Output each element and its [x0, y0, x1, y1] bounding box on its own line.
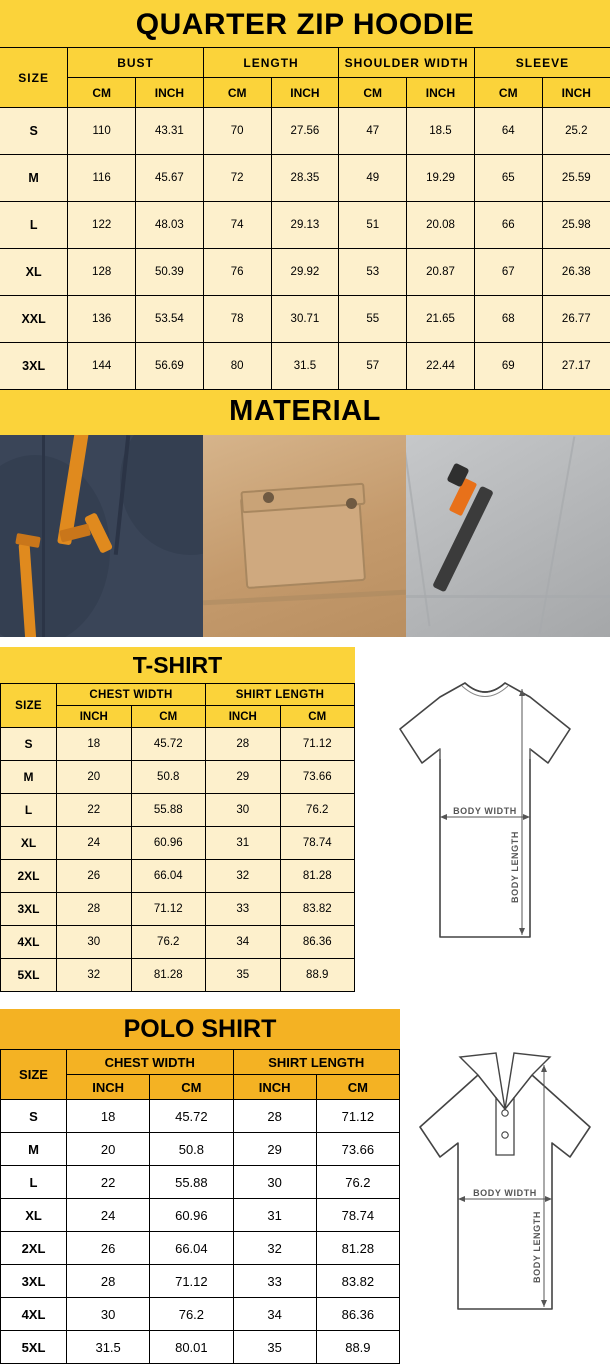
cell: 50.8 — [150, 1133, 233, 1166]
cell: 20 — [67, 1133, 150, 1166]
unit-chest-cm: CM — [131, 706, 206, 728]
row-size: L — [0, 202, 68, 249]
row-size: 5XL — [1, 959, 57, 992]
body-width-label: BODY WIDTH — [453, 805, 517, 816]
unit-length-inch: INCH — [271, 78, 339, 108]
cell: 71.12 — [150, 1265, 233, 1298]
row-size: 4XL — [1, 926, 57, 959]
cell: 78 — [203, 296, 271, 343]
unit-length-cm: CM — [280, 706, 355, 728]
table-row — [1, 959, 355, 992]
unit-chest-inch: INCH — [57, 706, 132, 728]
cell: 55.88 — [150, 1166, 233, 1199]
row-size: L — [1, 1166, 67, 1199]
cell: 32 — [57, 959, 132, 992]
table-row — [1, 860, 355, 893]
cell: 122 — [68, 202, 136, 249]
unit-length-inch: INCH — [206, 706, 281, 728]
polo-size-table — [0, 1049, 400, 1364]
unit-sleeve-inch: INCH — [542, 78, 610, 108]
cell: 29 — [233, 1133, 316, 1166]
table-row — [0, 249, 610, 296]
cell: 71.12 — [280, 728, 355, 761]
hoodie-section-title: QUARTER ZIP HOODIE — [0, 0, 610, 47]
cell: 66.04 — [150, 1232, 233, 1265]
row-size: XL — [1, 827, 57, 860]
cell: 72 — [203, 155, 271, 202]
cell: 18.5 — [407, 108, 475, 155]
cell: 80 — [203, 343, 271, 390]
cell: 66.04 — [131, 860, 206, 893]
body-length-label: BODY LENGTH — [532, 1210, 542, 1283]
table-row — [1, 1265, 400, 1298]
cell: 31.5 — [271, 343, 339, 390]
cell: 25.2 — [542, 108, 610, 155]
tshirt-section — [0, 647, 610, 995]
row-size: M — [0, 155, 68, 202]
cell: 20.87 — [407, 249, 475, 296]
tshirt-size-table — [0, 683, 355, 992]
cell: 20 — [57, 761, 132, 794]
cell: 116 — [68, 155, 136, 202]
row-size: 3XL — [0, 343, 68, 390]
row-size: S — [0, 108, 68, 155]
cell: 34 — [206, 926, 281, 959]
cell: 45.72 — [131, 728, 206, 761]
row-size: M — [1, 1133, 67, 1166]
table-row — [0, 155, 610, 202]
row-size: L — [1, 794, 57, 827]
cell: 49 — [339, 155, 407, 202]
table-unit-row — [0, 78, 610, 108]
polo-diagram — [400, 1051, 610, 1341]
material-section-title: MATERIAL — [0, 390, 610, 435]
unit-shoulder-cm: CM — [339, 78, 407, 108]
cell: 88.9 — [316, 1331, 399, 1364]
cell: 76.2 — [280, 794, 355, 827]
row-size: XL — [1, 1199, 67, 1232]
unit-chest-inch: INCH — [67, 1075, 150, 1100]
table-row — [0, 108, 610, 155]
row-size: 4XL — [1, 1298, 67, 1331]
cell: 76.2 — [131, 926, 206, 959]
polo-section — [0, 1009, 610, 1355]
cell: 22 — [57, 794, 132, 827]
cell: 30 — [67, 1298, 150, 1331]
cell: 81.28 — [280, 860, 355, 893]
cell: 25.98 — [542, 202, 610, 249]
cell: 60.96 — [150, 1199, 233, 1232]
cell: 74 — [203, 202, 271, 249]
cell: 33 — [233, 1265, 316, 1298]
cell: 47 — [339, 108, 407, 155]
cell: 35 — [233, 1331, 316, 1364]
cell: 55.88 — [131, 794, 206, 827]
cell: 21.65 — [407, 296, 475, 343]
cell: 26.38 — [542, 249, 610, 296]
header-shirt-length: SHIRT LENGTH — [233, 1050, 400, 1075]
cell: 30 — [206, 794, 281, 827]
cell: 57 — [339, 343, 407, 390]
cell: 29.13 — [271, 202, 339, 249]
table-row — [1, 1199, 400, 1232]
cell: 29 — [206, 761, 281, 794]
body-length-label: BODY LENGTH — [510, 830, 520, 903]
unit-bust-cm: CM — [68, 78, 136, 108]
header-length: LENGTH — [203, 48, 339, 78]
cell: 60.96 — [131, 827, 206, 860]
row-size: S — [1, 728, 57, 761]
cell: 70 — [203, 108, 271, 155]
header-chest-width: CHEST WIDTH — [67, 1050, 234, 1075]
cell: 32 — [233, 1232, 316, 1265]
cell: 88.9 — [280, 959, 355, 992]
cell: 27.17 — [542, 343, 610, 390]
cell: 20.08 — [407, 202, 475, 249]
unit-shoulder-inch: INCH — [407, 78, 475, 108]
table-row — [0, 202, 610, 249]
cell: 76.2 — [316, 1166, 399, 1199]
cell: 30.71 — [271, 296, 339, 343]
cell: 73.66 — [316, 1133, 399, 1166]
cell: 56.69 — [136, 343, 204, 390]
cell: 28 — [57, 893, 132, 926]
cell: 33 — [206, 893, 281, 926]
header-size: SIZE — [1, 684, 57, 728]
cell: 31.5 — [67, 1331, 150, 1364]
cell: 51 — [339, 202, 407, 249]
cell: 53 — [339, 249, 407, 296]
unit-length-cm: CM — [316, 1075, 399, 1100]
cell: 31 — [233, 1199, 316, 1232]
cell: 50.8 — [131, 761, 206, 794]
cell: 19.29 — [407, 155, 475, 202]
table-header-row — [1, 1050, 400, 1075]
cell: 71.12 — [131, 893, 206, 926]
cell: 83.82 — [280, 893, 355, 926]
tshirt-diagram — [370, 667, 600, 977]
row-size: XXL — [0, 296, 68, 343]
header-shoulder-width: SHOULDER WIDTH — [339, 48, 475, 78]
cell: 18 — [57, 728, 132, 761]
table-row — [1, 761, 355, 794]
material-photo-row — [0, 435, 610, 637]
cell: 81.28 — [131, 959, 206, 992]
header-sleeve: SLEEVE — [474, 48, 610, 78]
cell: 28 — [233, 1100, 316, 1133]
cell: 35 — [206, 959, 281, 992]
cell: 26 — [57, 860, 132, 893]
cell: 66 — [474, 202, 542, 249]
cell: 76 — [203, 249, 271, 296]
spacer — [0, 995, 610, 1009]
navy-hoodie-drawstring-photo — [0, 435, 203, 637]
cell: 78.74 — [280, 827, 355, 860]
tan-sleeve-pocket-photo — [203, 435, 406, 637]
spacer — [0, 637, 610, 647]
cell: 81.28 — [316, 1232, 399, 1265]
unit-length-inch: INCH — [233, 1075, 316, 1100]
table-row — [1, 1100, 400, 1133]
cell: 78.74 — [316, 1199, 399, 1232]
table-row — [1, 926, 355, 959]
cell: 28.35 — [271, 155, 339, 202]
cell: 73.66 — [280, 761, 355, 794]
header-shirt-length: SHIRT LENGTH — [206, 684, 355, 706]
row-size: 5XL — [1, 1331, 67, 1364]
table-row — [1, 1298, 400, 1331]
tshirt-section-title: T-SHIRT — [0, 647, 355, 683]
body-width-label: BODY WIDTH — [473, 1187, 537, 1198]
cell: 136 — [68, 296, 136, 343]
table-row — [0, 343, 610, 390]
cell: 67 — [474, 249, 542, 296]
unit-sleeve-cm: CM — [474, 78, 542, 108]
cell: 68 — [474, 296, 542, 343]
cell: 26 — [67, 1232, 150, 1265]
row-size: 3XL — [1, 1265, 67, 1298]
cell: 24 — [57, 827, 132, 860]
grey-fleece-pen-photo — [406, 435, 610, 637]
cell: 69 — [474, 343, 542, 390]
cell: 71.12 — [316, 1100, 399, 1133]
cell: 24 — [67, 1199, 150, 1232]
unit-chest-cm: CM — [150, 1075, 233, 1100]
unit-length-cm: CM — [203, 78, 271, 108]
table-row — [1, 1232, 400, 1265]
cell: 22.44 — [407, 343, 475, 390]
row-size: 2XL — [1, 1232, 67, 1265]
cell: 27.56 — [271, 108, 339, 155]
cell: 30 — [57, 926, 132, 959]
cell: 80.01 — [150, 1331, 233, 1364]
row-size: S — [1, 1100, 67, 1133]
cell: 86.36 — [316, 1298, 399, 1331]
header-size: SIZE — [0, 48, 68, 108]
cell: 45.72 — [150, 1100, 233, 1133]
hoodie-size-table — [0, 47, 610, 390]
cell: 43.31 — [136, 108, 204, 155]
cell: 50.39 — [136, 249, 204, 296]
cell: 28 — [67, 1265, 150, 1298]
header-size: SIZE — [1, 1050, 67, 1100]
cell: 48.03 — [136, 202, 204, 249]
header-chest-width: CHEST WIDTH — [57, 684, 206, 706]
header-bust: BUST — [68, 48, 204, 78]
table-row — [1, 1331, 400, 1364]
table-row — [1, 728, 355, 761]
cell: 25.59 — [542, 155, 610, 202]
cell: 86.36 — [280, 926, 355, 959]
table-row — [1, 893, 355, 926]
cell: 45.67 — [136, 155, 204, 202]
cell: 28 — [206, 728, 281, 761]
cell: 110 — [68, 108, 136, 155]
cell: 83.82 — [316, 1265, 399, 1298]
cell: 144 — [68, 343, 136, 390]
cell: 64 — [474, 108, 542, 155]
table-row — [1, 794, 355, 827]
table-row — [1, 1133, 400, 1166]
row-size: 2XL — [1, 860, 57, 893]
cell: 128 — [68, 249, 136, 296]
cell: 31 — [206, 827, 281, 860]
cell: 30 — [233, 1166, 316, 1199]
cell: 65 — [474, 155, 542, 202]
cell: 18 — [67, 1100, 150, 1133]
cell: 55 — [339, 296, 407, 343]
cell: 34 — [233, 1298, 316, 1331]
cell: 22 — [67, 1166, 150, 1199]
row-size: 3XL — [1, 893, 57, 926]
polo-section-title: POLO SHIRT — [0, 1009, 400, 1050]
row-size: XL — [0, 249, 68, 296]
table-header-row — [1, 684, 355, 706]
cell: 53.54 — [136, 296, 204, 343]
unit-bust-inch: INCH — [136, 78, 204, 108]
table-row — [1, 827, 355, 860]
table-header-row — [0, 48, 610, 78]
cell: 26.77 — [542, 296, 610, 343]
cell: 29.92 — [271, 249, 339, 296]
cell: 76.2 — [150, 1298, 233, 1331]
cell: 32 — [206, 860, 281, 893]
table-row — [0, 296, 610, 343]
row-size: M — [1, 761, 57, 794]
table-row — [1, 1166, 400, 1199]
